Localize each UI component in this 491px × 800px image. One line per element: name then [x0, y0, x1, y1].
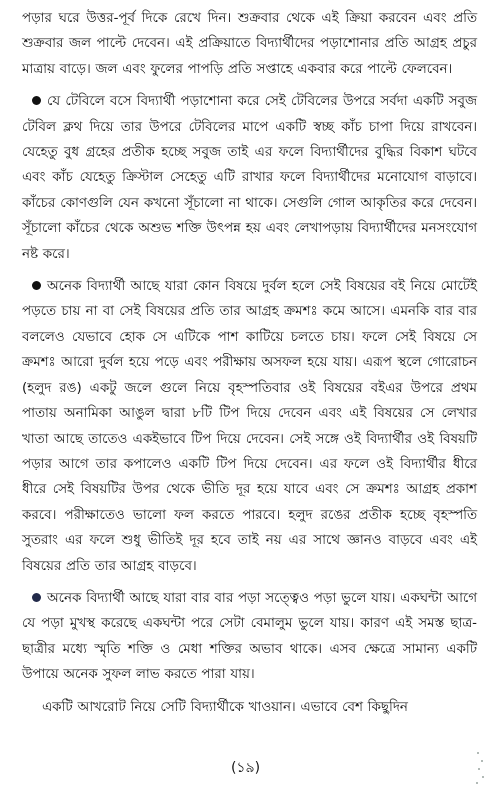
paragraph-2-text: যে টেবিলে বসে বিদ্যার্থী পড়াশোনা করে সেই টেবিলের উপরে সর্বদা একটি সবুজ টেবিল ক্লথ দিয়ে তার উপরে টেবিলের মাপে একটি স্বচ্ছ কাঁচ চাপা দিয়ে রাখবেন। যেহেতু বুধ গ্রহের প্রতীক হচ্ছে সবুজ তাই এর ফলে বিদ্যার্থীদের বুদ্ধির বিকাশ ঘটবে এবং কাঁচ যেহেতু ক্রিস্টাল সেহেতু এটি রাখার ফলে বিদ্যার্থীদের মনোযোগ বাড়াবে। কাঁচের কোণগুলি যেন কখনো সূঁচালো না থাকে। সেগুলি গোল আকৃতির করে দেবেন। সূঁচালো কাঁচের থেকে অশুভ শক্তি উৎপন্ন হয় এবং লেখাপড়ায় বিদ্যার্থীদের মনসংযোগ নষ্ট করে। [22, 94, 477, 262]
scan-speckle [475, 748, 485, 788]
paragraph-4 [22, 586, 477, 688]
paragraph-4-text: অনেক বিদ্যার্থী আছে যারা বার বার পড়া সত্ত্বেও পড়া ভুলে যায়। একঘন্টা আগে যে পড়া মুখস্থ করেছে একঘন্টা পরে সেটা বেমালুম ভুলে যায়। কারণ এই সমস্ত ছাত্র-ছাত্রীর মধ্যে স্মৃতি শক্তি ও মেধা শক্তির অভাব থাকে। এসব ক্ষেত্রে সামান্য একটি উপায়ে অনেক সুফল লাভ করতে পারা যায়। [22, 590, 477, 683]
bullet-icon [32, 593, 41, 602]
bullet-icon [32, 96, 41, 105]
paragraph-3 [22, 274, 477, 579]
bullet-icon [32, 281, 41, 290]
paragraph-2 [22, 89, 477, 267]
page-number: (১৯) [230, 760, 261, 776]
paragraph-5: একটি আখরোট নিয়ে সেটি বিদ্যার্থীকে খাওয়ান। এভাবে বেশ কিছুদিন [42, 699, 408, 715]
paragraph-3-text: অনেক বিদ্যার্থী আছে যারা কোন বিষয়ে দুর্বল হলে সেই বিষয়ের বই নিয়ে মোটেই পড়তে চায় না বা সেই বিষয়ের প্রতি তার আগ্রহ ক্রমশঃ কমে আসে। এমনকি বার বার বললেও যেভাবে হোক সে এটিকে পাশ কাটিয়ে চলতে চায়। ফলে সেই বিষয়ে সে ক্রমশঃ আরো দুর্বল হয়ে পড়ে এবং পরীক্ষায় অসফল হয়ে যায়। এরূপ স্থলে গোরোচন (হলুদ রঙ) একটু জলে গুলে নিয়ে বৃহস্পতিবার ওই বিষয়ের বইএর উপরে প্রথম পাতায় অনামিকা আঙুল দ্বারা ৮টি টিপ দিয়ে দেবেন এবং এই বিষয়ের সে লেখার খাতা আছে তাতেও একইভাবে টিপ দিয়ে দেবেন। সেই সঙ্গে ওই বিদ্যার্থীর ওই বিষয়টি পড়ার আগে তার কপালেও একটি টিপ দিয়ে দেবেন। এর ফলে ওই বিদ্যার্থীর ধীরে ধীরে সেই বিষয়টির উপর থেকে ভীতি দূর হয়ে যাবে এবং সে ক্রমশঃ আগ্রহ প্রকাশ করবে। পরীক্ষাতেও ভালো ফল করতে পারবে। হলুদ রঙের প্রতীক হচ্ছে বৃহস্পতি সুতরাং এর ফলে শুধু ভীতিই দূর হবে তাই নয় এর সাথে জ্ঞানও বাড়বে এবং এই বিষয়ের প্রতি তার আগ্রহ বাড়বে। [22, 279, 477, 574]
paragraph-1: পড়ার ঘরে উত্তর-পূর্ব দিকে রেখে দিন। শুক্রবার থেকে এই ক্রিয়া করবেন এবং প্রতি শুক্রবার জল পাল্টে দেবেন। এই প্রক্রিয়াতে বিদ্যার্থীদের পড়াশোনার প্রতি আগ্রহ প্রচুর মাত্রায় বাড়ে। জল এবং ফুলের পাপড়ি প্রতি সপ্তাহে একবার করে পাল্টে ফেলবেন। [22, 11, 477, 77]
